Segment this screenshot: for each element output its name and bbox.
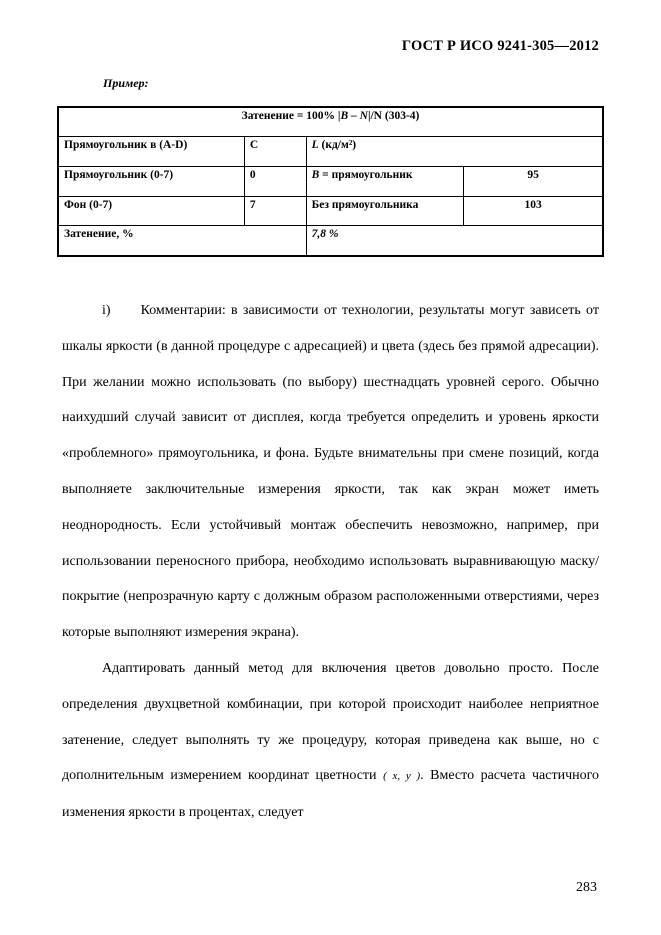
- rect-variable: B: [311, 169, 320, 181]
- table-cell-result: [306, 226, 603, 257]
- list-marker: i): [102, 303, 111, 318]
- page-number: 283: [576, 880, 597, 895]
- table-cell-number: 103: [464, 197, 603, 226]
- table-row: [58, 107, 603, 137]
- example-label: Пример:: [103, 76, 149, 90]
- paragraph-comment: [62, 293, 599, 651]
- table-row: [58, 226, 603, 257]
- shading-table: [57, 106, 604, 257]
- table-cell-value: 0: [244, 167, 306, 197]
- luminance-unit: (кд/м²): [318, 139, 357, 151]
- table-cell-desc: [306, 167, 464, 197]
- table-cell-value: C: [244, 137, 306, 167]
- table-cell-label: Фон (0-7): [58, 197, 244, 226]
- table-cell-label: Прямоугольник в (A-D): [58, 137, 244, 167]
- table-row: [58, 137, 603, 167]
- table-cell-value: 7: [244, 197, 306, 226]
- shading-result: 7,8 %: [311, 228, 339, 240]
- document-header: ГОСТ Р ИСО 9241-305—2012: [401, 38, 599, 54]
- body-text: [62, 293, 599, 831]
- formula-variables: B – N: [340, 110, 368, 122]
- paragraph-text: Комментарии: в зависимости от технологии, результаты могут зависеть от шкалы яркости (в данной процедуре с адресацией) и цвета (здесь без прямой адресации). При желании можно использовать (по выбору) шестнадцать уровней серого. Обычно наихудший случай зависит от дисплея, когда требуется определить и уровень яркости «проблемного» прямоугольника, и фона. Будьте внимательны при смене позиций, когда выполняете заключительные измерения яркости, так как экран может иметь неоднородность. Если устойчивый монтаж обеспечить невозможно, например, при использовании переносного прибора, необходимо использовать выравнивающую маску/покрытие (непрозрачную карту с должным образом расположенными отверстиями, через которые выполняют измерения экрана).: [62, 303, 599, 641]
- table-title: [58, 107, 603, 137]
- formula-suffix: |/N (303-4): [367, 110, 420, 122]
- paragraph-color: [62, 651, 599, 831]
- table-cell-number: 95: [464, 167, 603, 197]
- table-cell-luminance: [306, 137, 603, 167]
- luminance-variable: L: [311, 139, 319, 151]
- table-row: [58, 197, 603, 226]
- formula-prefix: Затенение = 100% |: [241, 110, 341, 122]
- paragraph-text: Адаптировать данный метод для включения цветов довольно просто. После определения двухцветной комбинации, при которой происходит наиболее неприятное затенение, следует выполнять ту же процедуру, которая приведена как выше, но с дополнительным измерением координат цветности: [62, 660, 599, 784]
- table-cell-label: Прямоугольник (0-7): [58, 167, 244, 197]
- table-row: [58, 167, 603, 197]
- table-cell-desc: Без прямоугольника: [306, 197, 464, 226]
- rect-desc: = прямоугольник: [319, 169, 413, 181]
- paragraph-text-end: . Вместо расчета частичного изменения яркости в процентах, следует: [62, 768, 599, 821]
- chromaticity-coords: ( x, y ): [383, 770, 421, 783]
- table-cell-label: Затенение, %: [58, 226, 306, 257]
